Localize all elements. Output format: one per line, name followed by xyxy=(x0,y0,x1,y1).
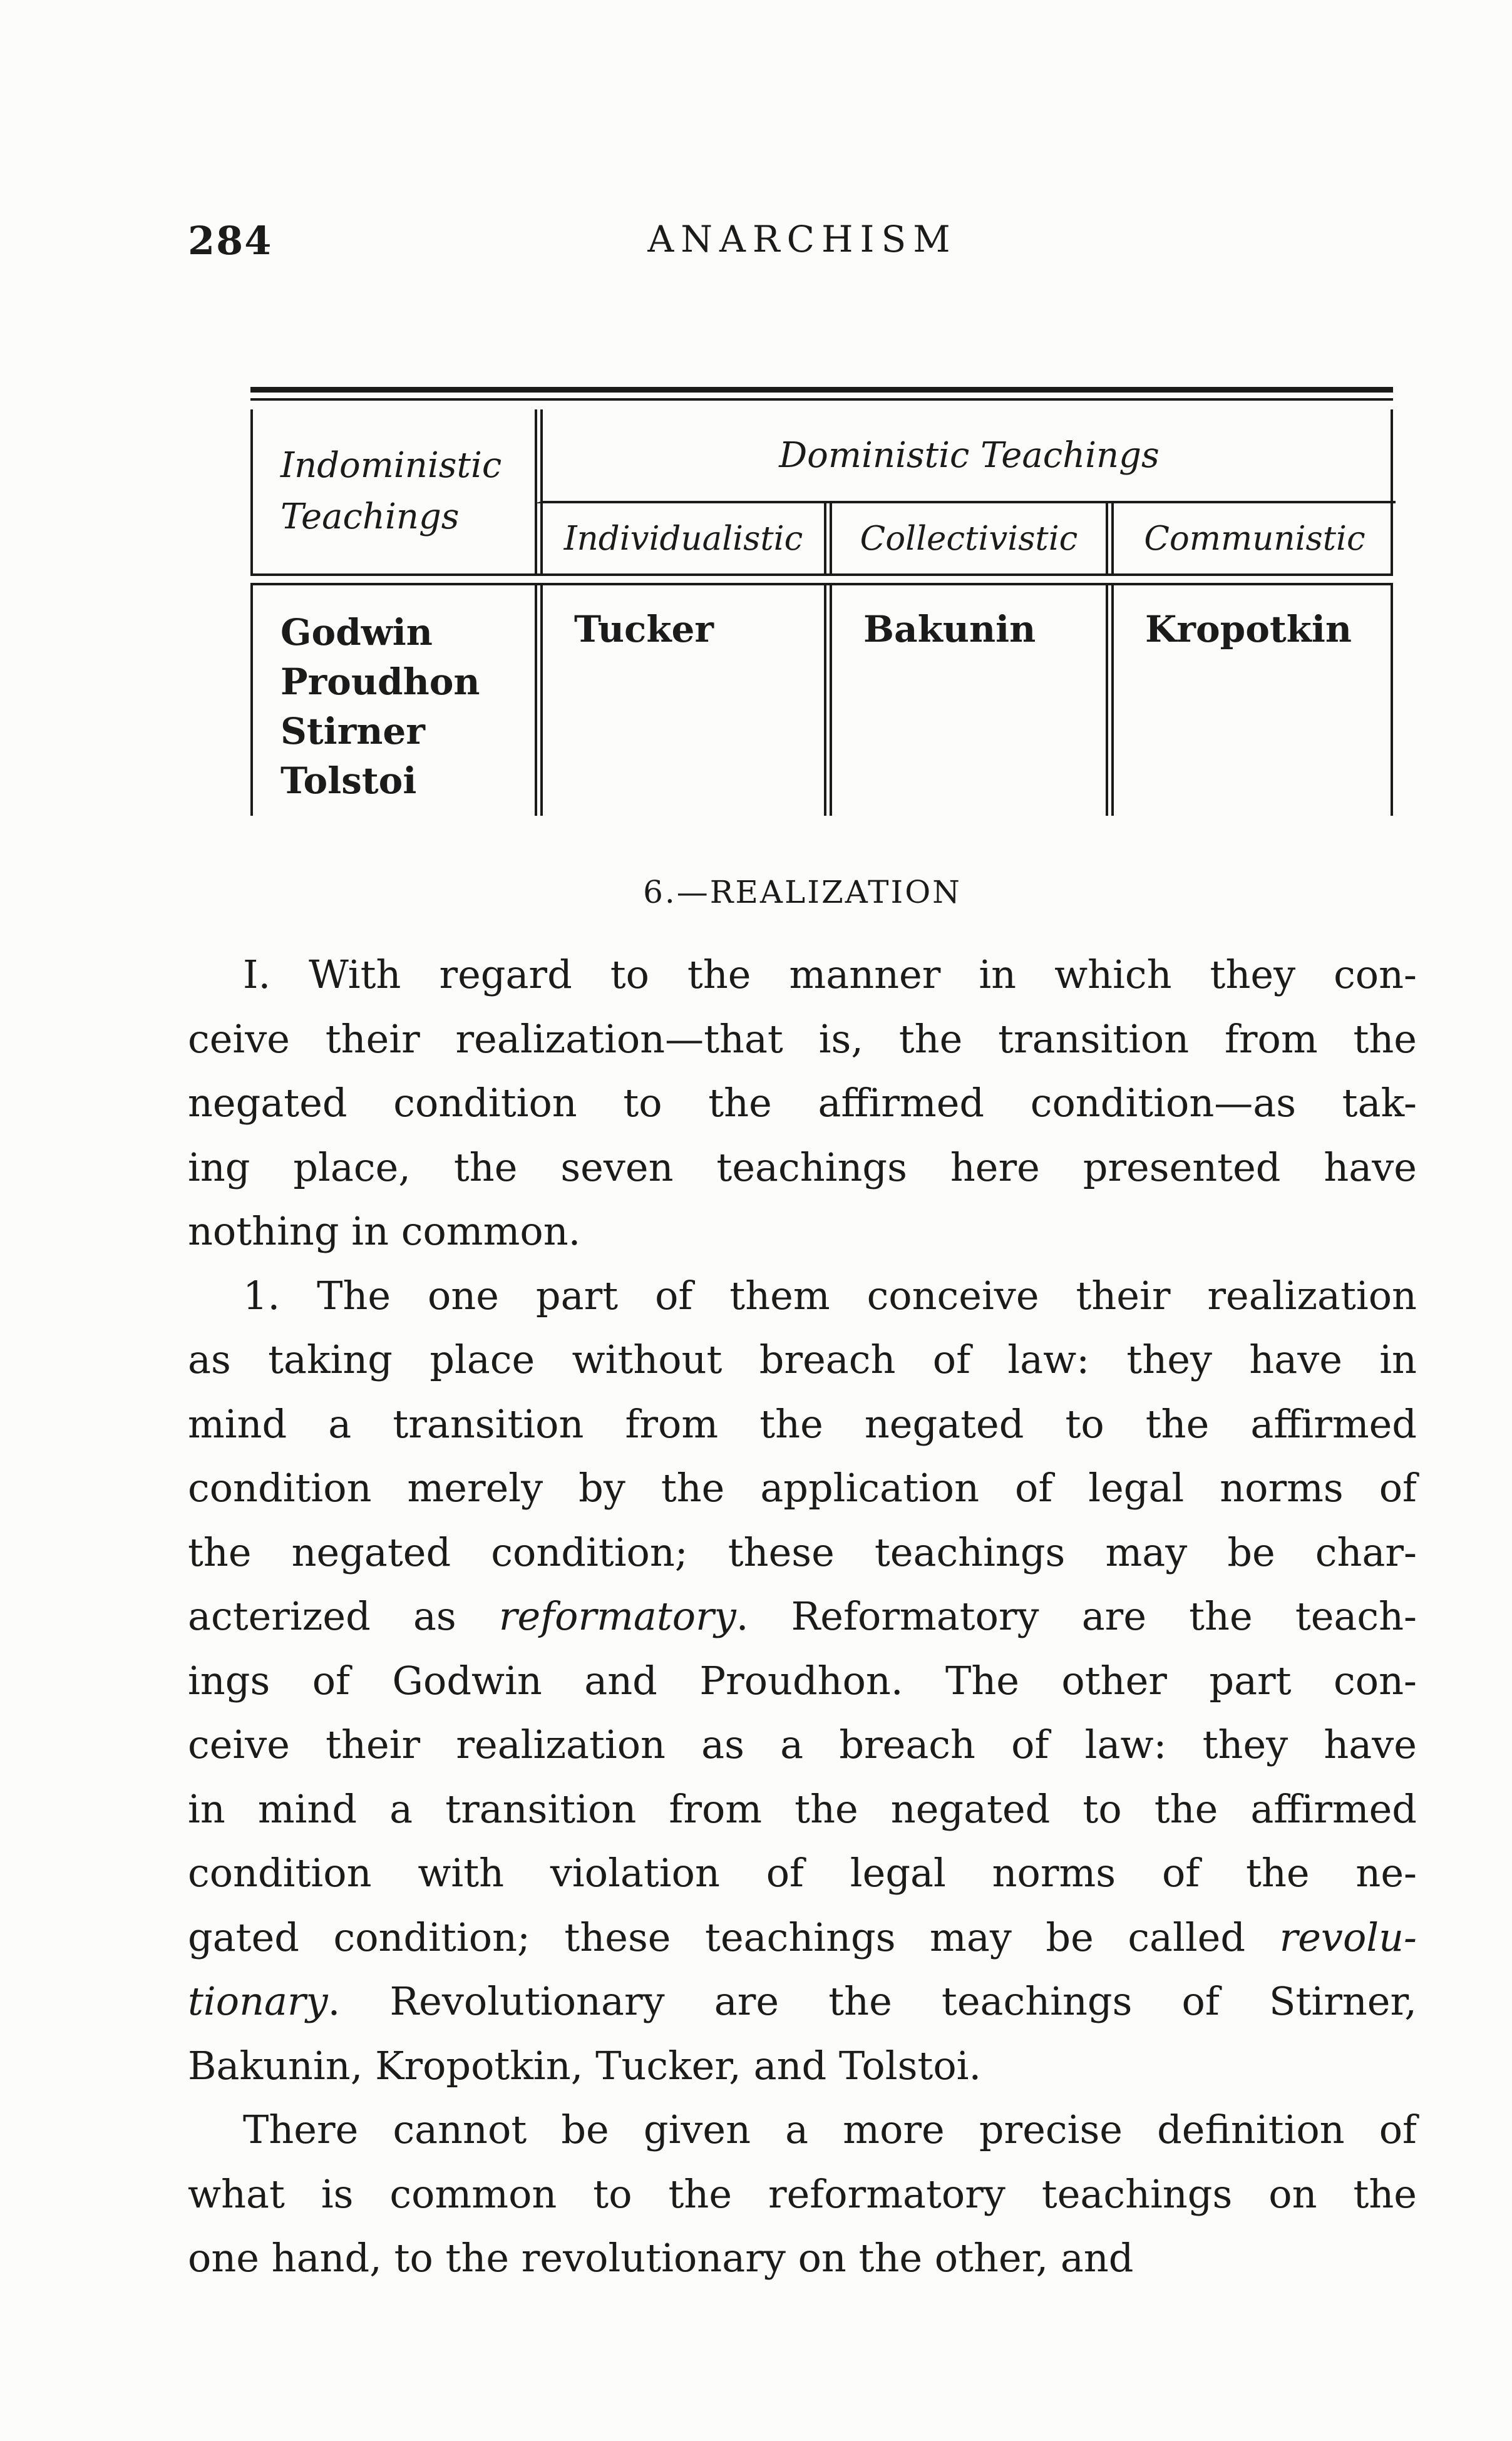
table-top-rule-heavy xyxy=(250,387,1393,393)
column-header-collectivistic: Collectivistic xyxy=(824,503,1106,573)
text-run: ceive their realization—that is, the transition from the xyxy=(188,1015,1417,1062)
body-text xyxy=(188,943,1417,2291)
text-run: ing place, the seven teachings here presented have xyxy=(188,1144,1417,1190)
column-header-individualistic: Individualistic xyxy=(535,503,824,573)
text-run: ceive their realization as a breach of law: they have xyxy=(188,1722,1417,1767)
group-header-doministic-teachings: Doministic Teachings xyxy=(535,409,1396,503)
text-line xyxy=(188,1841,1417,1906)
table-top-rule-thin xyxy=(250,398,1393,401)
text-run: condition merely by the application of legal norms of xyxy=(188,1465,1417,1511)
text-run: as taking place without breach of law: they have in xyxy=(188,1337,1417,1382)
text-line xyxy=(188,1585,1417,1649)
row-header-line1: Indoministic xyxy=(280,445,502,486)
text-run: one hand, to the revolutionary on the other, and xyxy=(188,2235,1134,2281)
name-tolstoi: Tolstoi xyxy=(280,759,417,802)
text-run: what is common to the reformatory teachings on the xyxy=(188,2171,1417,2217)
page-title: ANARCHISM xyxy=(647,218,957,260)
text-run: gated condition; these teachings may be called xyxy=(188,1914,1280,1960)
communistic-cell: Kropotkin xyxy=(1106,585,1396,816)
italic-text-run: tionary xyxy=(188,1978,328,2024)
text-run: in mind a transition from the negated to the affirmed xyxy=(188,1786,1417,1832)
text-line xyxy=(188,2226,1417,2291)
text-line xyxy=(188,2098,1417,2162)
name-godwin: Godwin xyxy=(280,611,433,654)
text-run: 1. The one part of them conceive their realization xyxy=(243,1272,1417,1318)
row-header-indoministic-teachings xyxy=(253,409,535,573)
text-line xyxy=(188,1264,1417,1328)
paragraph xyxy=(188,943,1417,1264)
paragraph xyxy=(188,2098,1417,2291)
text-line xyxy=(188,1392,1417,1457)
indoministic-names-cell xyxy=(253,585,535,816)
text-line xyxy=(188,1970,1417,2034)
text-line xyxy=(188,1456,1417,1521)
name-proudhon: Proudhon xyxy=(280,660,480,703)
text-run: acterized as xyxy=(188,1593,499,1639)
text-line xyxy=(188,1906,1417,1970)
running-head xyxy=(188,218,1417,274)
text-run: ings of Godwin and Proudhon. The other part con- xyxy=(188,1657,1417,1704)
text-run: . Revolutionary are the teachings of Stirner, xyxy=(327,1978,1417,2024)
name-stirner: Stirner xyxy=(280,710,425,753)
text-run: negated condition to the affirmed condition—as tak- xyxy=(188,1080,1417,1126)
text-line xyxy=(188,2034,1417,2099)
text-run: the negated condition; these teachings may be char- xyxy=(188,1529,1417,1575)
column-header-communistic: Communistic xyxy=(1106,503,1396,573)
text-line xyxy=(188,1007,1417,1072)
text-line xyxy=(188,1521,1417,1585)
text-run: nothing in common. xyxy=(188,1208,581,1254)
row-header-line2: Teachings xyxy=(280,496,460,537)
text-run: mind a transition from the negated to the affirmed xyxy=(188,1400,1417,1447)
text-line xyxy=(188,1713,1417,1777)
text-line xyxy=(188,1777,1417,1842)
text-line xyxy=(188,1649,1417,1714)
text-run: condition with violation of legal norms of the ne- xyxy=(188,1850,1417,1896)
italic-text-run: revolu- xyxy=(1279,1914,1417,1960)
table-body-grid xyxy=(250,585,1393,816)
individualistic-cell: Tucker xyxy=(535,585,824,816)
text-run: I. With regard to the manner in which they con- xyxy=(243,952,1417,997)
section-heading: 6.—REALIZATION xyxy=(643,874,962,910)
table-header-grid xyxy=(250,409,1393,573)
text-line xyxy=(188,1328,1417,1392)
text-line xyxy=(188,1200,1417,1264)
text-line xyxy=(188,1071,1417,1136)
text-run: . Reformatory are the teach- xyxy=(736,1593,1417,1639)
teachings-table xyxy=(250,387,1393,816)
page-number: 284 xyxy=(188,218,273,264)
text-line xyxy=(188,2162,1417,2227)
paragraph xyxy=(188,1264,1417,2099)
table-header-double-rule xyxy=(250,573,1393,585)
text-run: There cannot be given a more precise definition of xyxy=(243,2107,1417,2152)
text-run: Bakunin, Kropotkin, Tucker, and Tolstoi. xyxy=(188,2042,982,2089)
text-line xyxy=(188,943,1417,1007)
text-line xyxy=(188,1136,1417,1200)
collectivistic-cell: Bakunin xyxy=(824,585,1106,816)
italic-text-run: reformatory xyxy=(498,1593,736,1639)
